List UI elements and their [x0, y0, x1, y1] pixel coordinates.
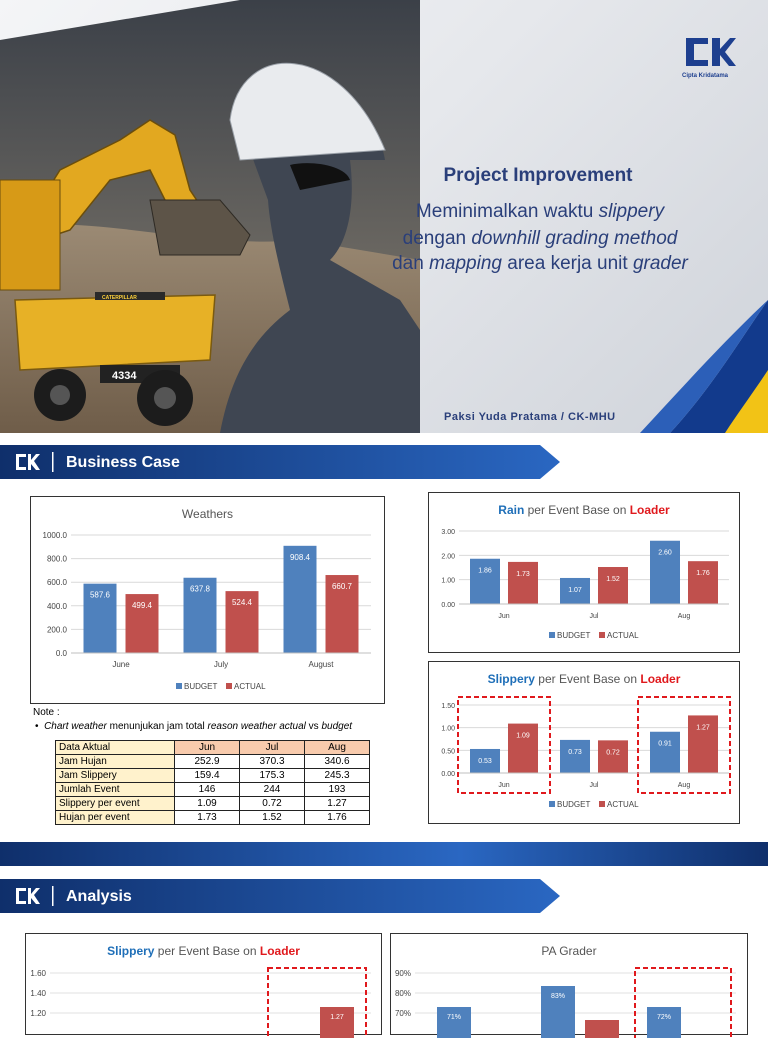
chart-title: PA Grader — [541, 944, 597, 958]
cell-value: 193 — [305, 783, 370, 797]
data-label: 908.4 — [289, 552, 311, 562]
cell-value: 1.52 — [240, 811, 305, 825]
cell-value: 146 — [175, 783, 240, 797]
bar-budget — [560, 740, 590, 773]
y-tick-label: 0.50 — [441, 748, 455, 756]
x-tick-label: July — [213, 660, 229, 669]
table-row — [56, 755, 370, 769]
y-tick-label: 800.0 — [46, 554, 67, 564]
table-row — [56, 797, 370, 811]
note-label: Note : — [33, 707, 60, 718]
table-row — [56, 783, 370, 797]
table-row — [56, 811, 370, 825]
y-tick-label: 1.40 — [30, 989, 46, 998]
row-label: Jumlah Event — [56, 783, 175, 797]
data-aktual-table — [55, 740, 370, 825]
x-tick-label: June — [112, 660, 130, 669]
legend-swatch-actual — [599, 801, 605, 807]
x-tick-label: Jun — [498, 782, 510, 789]
bar-budget — [470, 559, 500, 604]
pa-grader-chart — [391, 958, 747, 1038]
x-tick-label: Aug — [677, 782, 691, 789]
chart-title: Rain per Event Base on Loader — [498, 503, 670, 517]
cell-value: 175.3 — [240, 769, 305, 783]
x-tick-label: August — [308, 660, 334, 669]
x-tick-label: Aug — [677, 613, 691, 620]
data-label: 1.07 — [568, 586, 582, 594]
data-label: 1.76 — [696, 570, 710, 578]
y-tick-label: 0.00 — [441, 771, 455, 778]
cell-value: 159.4 — [175, 769, 240, 783]
y-tick-label: 400.0 — [46, 601, 67, 611]
legend-swatch-budget — [549, 632, 555, 638]
cell-value: 252.9 — [175, 755, 240, 769]
legend-swatch-actual — [226, 683, 232, 689]
subtitle-line-2: dengan downhill grading method — [402, 228, 678, 249]
cell-value: 340.6 — [305, 755, 370, 769]
bar-actual — [585, 1020, 619, 1038]
data-label: 0.53 — [478, 757, 492, 765]
bar-actual — [598, 567, 628, 604]
ck-logo-icon — [682, 36, 736, 68]
note-text: Chart weather menunjukan jam total reason weather actual vs budget — [44, 721, 353, 732]
bar-actual — [320, 1007, 354, 1038]
cell-value: 0.72 — [240, 797, 305, 811]
analysis-slippery-chart — [26, 958, 381, 1038]
data-label: 1.86 — [478, 567, 492, 575]
data-label: 1.27 — [696, 724, 710, 732]
truck-number: 4334 — [112, 370, 137, 382]
data-label: 660.7 — [331, 582, 353, 592]
y-tick-label: 200.0 — [46, 625, 67, 635]
y-tick-label: 0.0 — [55, 649, 67, 658]
legend-budget: BUDGET — [557, 800, 591, 809]
table-header: Jun — [175, 741, 240, 755]
table-row — [56, 769, 370, 783]
author-credit: Paksi Yuda Pratama / CK-MHU — [444, 411, 616, 423]
legend-swatch-budget — [549, 801, 555, 807]
table-header: Jul — [240, 741, 305, 755]
bar-budget — [284, 546, 317, 653]
data-label: 0.91 — [658, 740, 672, 748]
divider-band — [0, 842, 768, 866]
bar-actual — [508, 562, 538, 604]
table-header: Aug — [305, 741, 370, 755]
legend-swatch-budget — [176, 683, 182, 689]
company-name: Cipta Kridatama — [682, 73, 729, 79]
y-tick-label: 2.00 — [441, 553, 455, 561]
cell-value: 1.76 — [305, 811, 370, 825]
slippery-chart-box — [428, 661, 740, 824]
row-label: Hujan per event — [56, 811, 175, 825]
y-tick-label: 0.00 — [441, 602, 455, 609]
legend-budget: BUDGET — [184, 682, 218, 691]
legend-actual: ACTUAL — [607, 631, 639, 640]
bar-budget — [437, 1007, 471, 1038]
weathers-chart-box — [30, 496, 385, 704]
data-label: 0.72 — [606, 749, 620, 757]
chart-title: Slippery per Event Base on Loader — [487, 672, 681, 686]
y-tick-label: 3.00 — [441, 529, 455, 536]
bar-actual — [688, 561, 718, 604]
project-title: Project Improvement — [443, 165, 633, 186]
legend-actual: ACTUAL — [234, 682, 266, 691]
data-label: 1.27 — [330, 1014, 344, 1021]
caterpillar-brand: CATERPILLAR — [102, 295, 137, 301]
cell-value: 244 — [240, 783, 305, 797]
x-tick-label: Jul — [589, 782, 599, 789]
chart-title: Slippery per Event Base on Loader — [107, 944, 300, 958]
bar-actual — [598, 740, 628, 773]
legend-swatch-actual — [599, 632, 605, 638]
row-label: Slippery per event — [56, 797, 175, 811]
y-tick-label: 1.20 — [30, 1009, 46, 1018]
analysis-slippery-chart-box — [25, 933, 382, 1035]
data-label: 1.73 — [516, 570, 530, 578]
legend-actual: ACTUAL — [607, 800, 639, 809]
subtitle-line-3: dan mapping area kerja unit grader — [392, 253, 688, 274]
bar-budget — [650, 732, 680, 773]
cell-value: 245.3 — [305, 769, 370, 783]
legend-budget: BUDGET — [557, 631, 591, 640]
y-tick-label: 1.00 — [441, 577, 455, 585]
data-label: 587.6 — [89, 590, 111, 600]
data-label: 524.4 — [231, 598, 253, 608]
hero-banner — [0, 0, 768, 433]
data-label: 0.73 — [568, 748, 582, 756]
data-label: 1.52 — [606, 576, 620, 584]
y-tick-label: 70% — [394, 1009, 411, 1018]
y-tick-label: 1.00 — [441, 725, 455, 733]
cell-value: 370.3 — [240, 755, 305, 769]
rain-chart — [429, 517, 739, 652]
cell-value: 1.73 — [175, 811, 240, 825]
data-label: 71% — [446, 1014, 462, 1021]
x-tick-label: Jul — [589, 613, 599, 620]
data-label: 83% — [550, 993, 566, 1000]
y-tick-label: 1.50 — [441, 703, 455, 710]
y-tick-label: 90% — [394, 969, 411, 978]
subtitle-line-1: Meminimalkan waktu slippery — [415, 201, 665, 222]
data-label: 72% — [656, 1014, 672, 1021]
data-label: 499.4 — [131, 601, 153, 611]
y-tick-label: 80% — [394, 989, 411, 998]
weathers-chart — [31, 521, 384, 701]
data-label: 637.8 — [189, 584, 211, 594]
section-title-business-case: Business Case — [66, 454, 180, 471]
x-tick-label: Jun — [498, 613, 510, 620]
y-tick-label: 1000.0 — [42, 531, 67, 540]
data-label: 1.09 — [516, 732, 530, 740]
company-logo — [682, 36, 742, 80]
slippery-chart — [429, 686, 739, 823]
cell-value: 1.27 — [305, 797, 370, 811]
bar-budget — [647, 1007, 681, 1038]
pa-grader-chart-box — [390, 933, 748, 1035]
note-bullet: • Chart weather menunjukan jam total reason weather actual vs budget — [35, 721, 353, 732]
row-label: Jam Slippery — [56, 769, 175, 783]
chart-title: Weathers — [181, 507, 234, 521]
y-tick-label: 1.60 — [30, 969, 46, 978]
table-header: Data Aktual — [56, 741, 175, 755]
row-label: Jam Hujan — [56, 755, 175, 769]
bar-actual — [508, 724, 538, 773]
section-title-analysis: Analysis — [66, 888, 132, 905]
rain-chart-box — [428, 492, 740, 653]
y-tick-label: 600.0 — [46, 578, 67, 588]
cell-value: 1.09 — [175, 797, 240, 811]
data-label: 2.60 — [658, 549, 672, 557]
